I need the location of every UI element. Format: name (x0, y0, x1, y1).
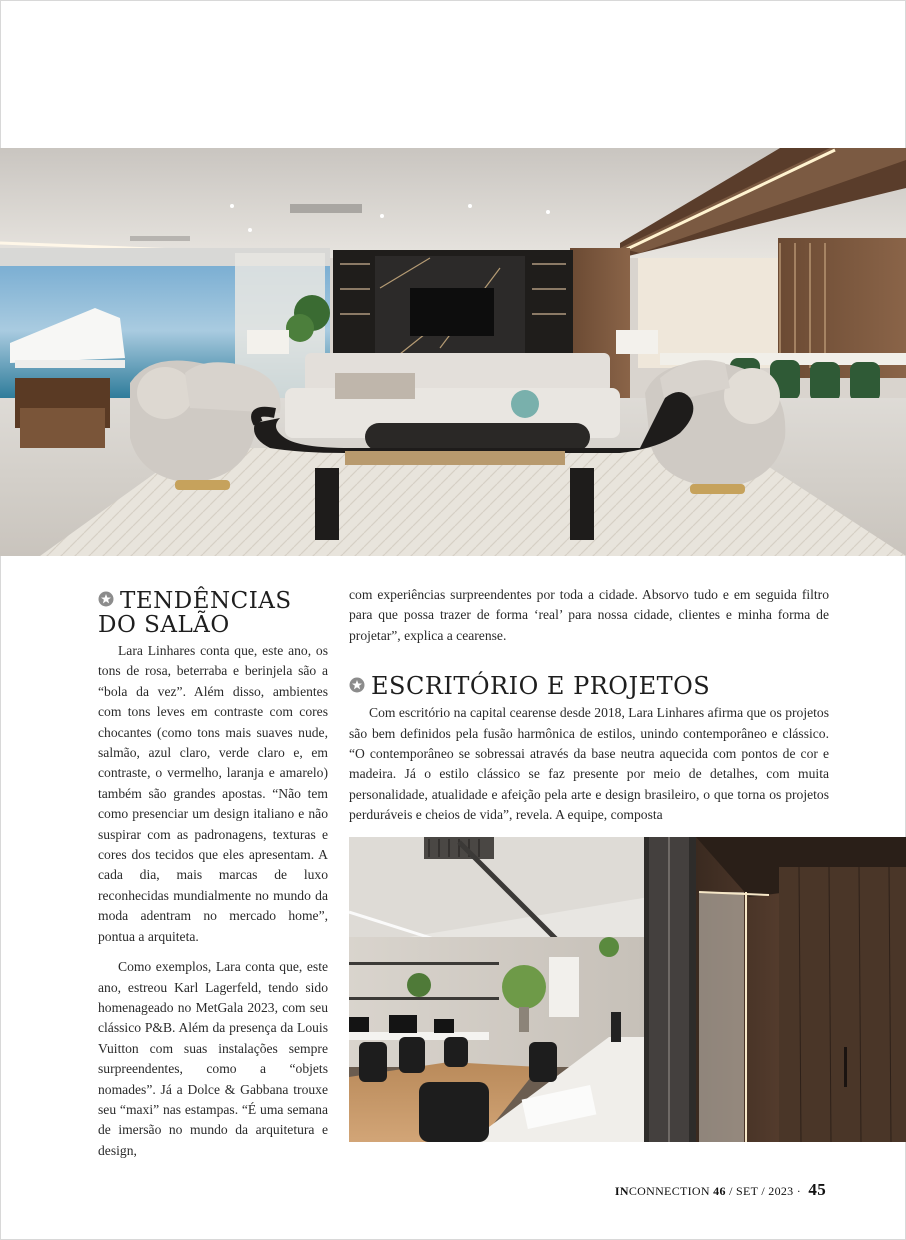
paragraph-1: Lara Linhares conta que, este ano, os tons de rosa, beterraba e berinjela são a “bola da vez”. Além disso, ambientes com tons leves em contraste com cores chocantes (como tons mais suaves nude, salmão, azul claro, verde claro e, em contraste, o vermelho, laranja e amarelo) também são grandes apostas. “Não tem como presenciar um design italiano e não suspirar com as padronagens, texturas e cores dos tecidos que eles apresentam. A cada dia, mais marcas de luxo reconhecidas mundialmente no mundo da moda adentram no mercado home”, pontua a arquiteta. (98, 643, 328, 944)
left-column (98, 588, 328, 1161)
title-line-2: DO SALÃO (98, 612, 230, 638)
issue-date: / SET / 2023 · (729, 1184, 802, 1198)
paragraph-3: Com escritório na capital cearense desde 2018, Lara Linhares afirma que os projetos são bem definidos pela fusão harmônica de estilos, unindo contemporâneo e clássico. “O contemporâneo se sobressai através da base neutra aquecida com pontos de cor e madeira. Já o estilo clássico se faz presente por meio de detalhes, com muita personalidade, atualidade e afeição pela arte e design brasileiro, o que torna os projetos perduráveis e cheios de vida”, revela. A equipe, composta (349, 705, 829, 823)
right-column (349, 585, 829, 826)
issue-number: 46 (713, 1184, 726, 1198)
page-footer (615, 1180, 826, 1200)
brand-name: CONNECTION (628, 1184, 710, 1198)
title-escritorio: ESCRITÓRIO E PROJETOS (371, 672, 711, 701)
star-circle-icon (98, 588, 114, 604)
title-line-1: TENDÊNCIAS (120, 588, 292, 614)
paragraph-2: Como exemplos, Lara conta que, este ano, estreou Karl Lagerfeld, tendo sido homenageado no MetGala 2023, com seu clássico P&B. Além da presença da Louis Vuitton com suas instalações sempre surpreendentes, como a “objets nomades”. Já a Dolce & Gabbana trouxe seu “maxi” nas estampas. “É uma semana de imersão no mundo da arquitetura e design, (98, 959, 328, 1158)
office-photo (349, 837, 906, 1142)
section-title-escritorio (349, 672, 829, 699)
page-number: 45 (808, 1180, 826, 1199)
paragraph-continued: com experiências surpreendentes por toda a cidade. Absorvo tudo e em seguida filtro para que possa trazer de forma ‘real’ para nossa cidade, clientes e minha forma de projetar”, explica a cearense. (349, 587, 829, 643)
living-room-photo (0, 148, 906, 556)
star-circle-icon (349, 672, 365, 688)
section-title-tendencias (98, 588, 328, 637)
brand-in: IN (614, 1184, 629, 1198)
